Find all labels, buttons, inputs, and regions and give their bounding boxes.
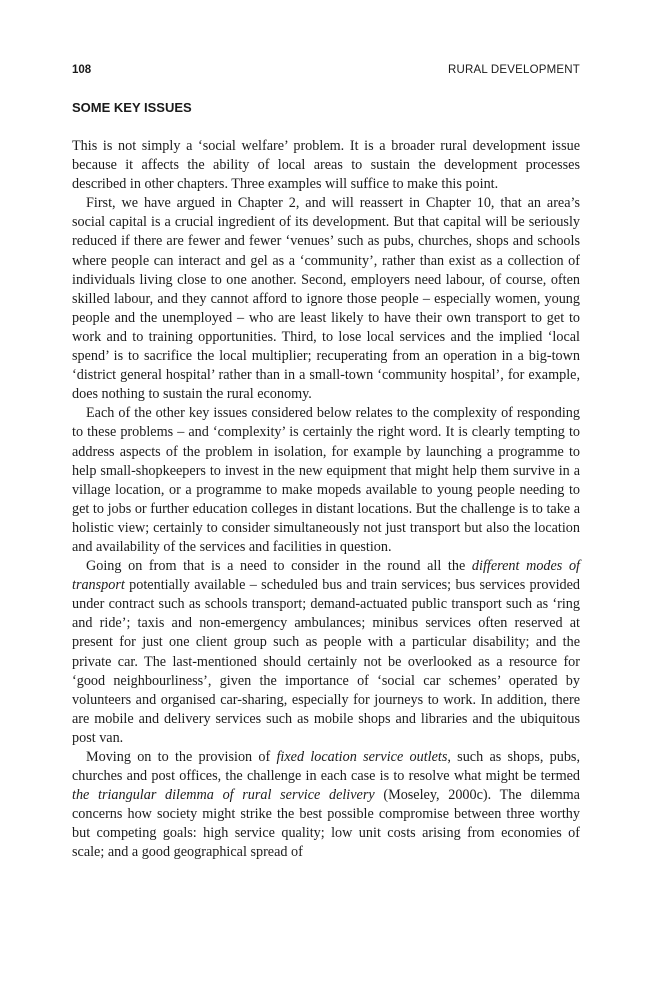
paragraph-2-text: First, we have argued in Chapter 2, and will reassert in Chapter 10, that an area’s social capital is a crucial ingredient of its development. But that capital will be seriously reduced if there are fewer and fewer ‘venues’ such as pubs, churches, shops and schools where people can interact and gel as a ‘community’, rather than exist as a collection of individuals living close to one another. Second, employers need labour, of course, often skilled labour, and they cannot afford to ignore those people – especially women, young people and the unemployed – who are least likely to have their own transport to get to work and to training opportunities. Third, to lose local services and the implied ‘local spend’ is to sacrifice the local multiplier; recuperating from an operation in a big-town ‘district general hospital’ rather than in a small-town ‘community hospital’, for example, does nothing to sustain the rural economy.: [72, 195, 580, 403]
running-head: RURAL DEVELOPMENT: [447, 64, 580, 76]
paragraph-5-emphasis: fixed location service outlets: [276, 749, 448, 765]
page-header: [72, 64, 580, 82]
paragraph-1-text: This is not simply a ‘social welfare’ problem. It is a broader rural development issue because it affects the ability of local areas to sustain the development processes described in other chapters. Three examples will suffice to make this point.: [72, 138, 580, 193]
paragraph-5: [72, 748, 580, 863]
paragraph-4-text-before: Going on from that is a need to consider in the round all the: [86, 558, 472, 575]
paragraph-5-text-middle: , such as shops, pubs, churches and post offices, the challenge in each case is to resolve what might be termed: [72, 749, 581, 785]
paragraph-4-text-after: potentially available – scheduled bus and train services; bus services provided under contract such as schools transport; demand-actuated public transport such as ‘ring and ride’; taxis and non-emergency ambulances; minibus services often reserved at present for just one client group such as people with a particular disability; and the private car. The last-mentioned should certainly not be overlooked as a resource for ‘good neighbourliness’, given the importance of ‘social car schemes’ operated by volunteers and organised car-sharing, especially for journeys to work. In addition, there are mobile and delivery services such as mobile shops and libraries and the ubiquitous post van.: [72, 577, 580, 746]
body-text: [72, 137, 580, 863]
paragraph-3: [72, 404, 580, 557]
paragraph-2: [72, 194, 580, 404]
paragraph-3-text: Each of the other key issues considered below relates to the complexity of responding to these problems – and ‘complexity’ is certainly the right word. It is clearly tempting to address aspects of the problem in isolation, for example by launching a programme to help small-shopkeepers to invest in the new equipment that might help them survive in a village location, or a programme to make mopeds available to young people needing to get to jobs or further education colleges in distant locations. But the challenge is to take a holistic view; certainly to consider simultaneously not just transport but also the location and availability of the services and facilities in question.: [72, 405, 580, 555]
section-heading: SOME KEY ISSUES: [72, 100, 192, 115]
paragraph-1: [72, 137, 580, 194]
paragraph-5-emphasis-2: the triangular dilemma of rural service delivery: [72, 787, 375, 804]
paragraph-5-text-after: (Moseley, 2000c). The dilemma concerns how society might strike the best possible compromise between three worthy but competing goals: high service quality; low unit costs arising from economies of scale; and a good geographical spread of: [72, 787, 580, 861]
paragraph-4-emphasis: different modes of transport: [72, 558, 580, 594]
page-number: 108: [72, 64, 92, 76]
paragraph-4: [72, 557, 580, 748]
paragraph-5-text-before: Moving on to the provision of: [86, 749, 277, 765]
